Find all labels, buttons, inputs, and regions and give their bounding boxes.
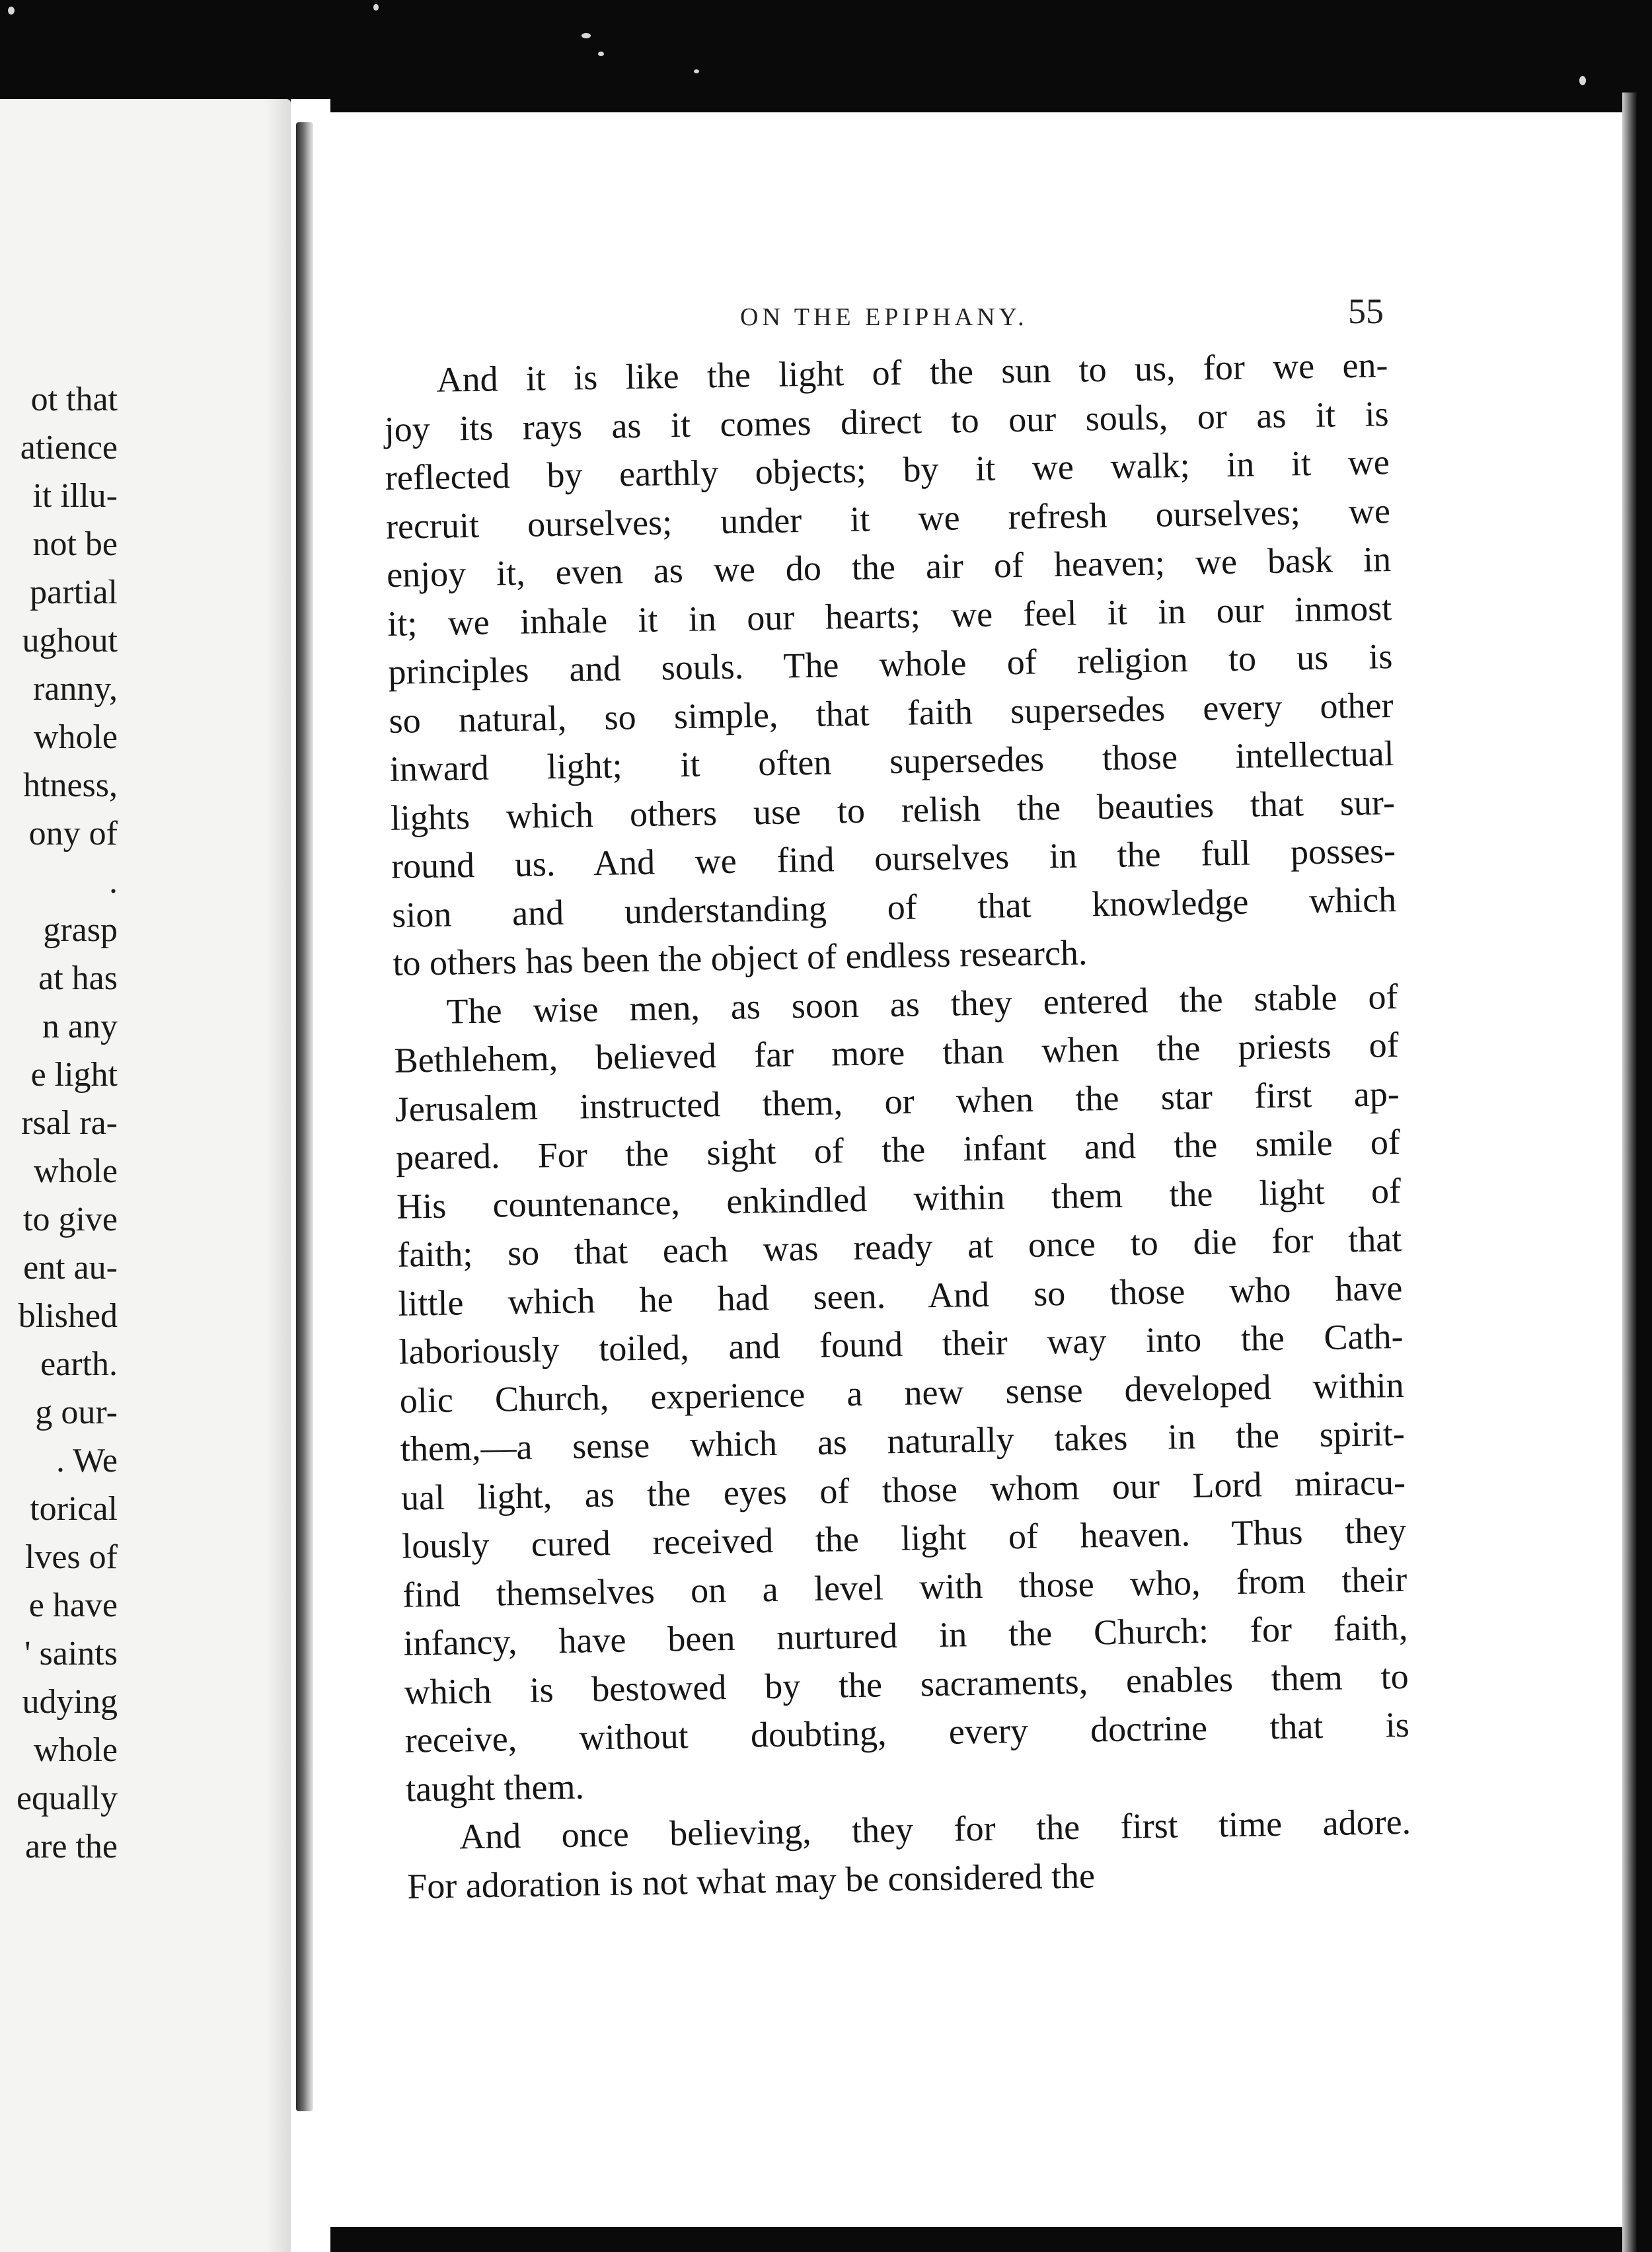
dust-speck — [373, 4, 379, 11]
text-line: laboriously toiled, and found their way into the Cath- — [398, 1316, 1404, 1372]
left-page-line: ony of — [28, 815, 118, 852]
left-page-line: . We — [56, 1442, 118, 1480]
text-line: round us. And we find ourselves in the full posses- — [391, 831, 1396, 886]
left-page-line: n any — [42, 1008, 118, 1045]
dust-speck — [694, 69, 699, 73]
text-line: peared. For the sight of the infant and the smile of — [395, 1121, 1401, 1178]
text-line: find themselves on a level with those who, from their — [402, 1559, 1408, 1615]
left-page-line: partial — [30, 574, 118, 611]
text-line: For adoration is not what may be considered the — [406, 1855, 1096, 1906]
text-line: joy its rays as it comes direct to our souls, or as it is — [384, 393, 1390, 449]
left-page-line: ranny, — [32, 670, 118, 708]
text-line: His countenance, enkindled within them the light of — [396, 1170, 1402, 1226]
dust-speck — [582, 33, 591, 38]
page-edge-shadow — [1622, 93, 1637, 2252]
text-line: recruit ourselves; under it we refresh ourselves; we — [385, 490, 1391, 546]
left-page-line: ot that — [30, 381, 118, 418]
left-page-line: torical — [30, 1490, 118, 1528]
text-line: which is bestowed by the sacraments, enables them to — [404, 1656, 1409, 1712]
text-line: faith; so that each was ready at once to die for that — [396, 1219, 1402, 1275]
text-line: reflected by earthly objects; by it we walk; in it we — [385, 442, 1390, 498]
left-page-text — [0, 99, 291, 2252]
text-line: infancy, have been nurtured in the Church: for faith, — [403, 1607, 1408, 1663]
left-page-line: e have — [28, 1587, 118, 1624]
left-page — [0, 99, 291, 2252]
text-line: enjoy it, even as we do the air of heaven; we bask in — [386, 539, 1392, 595]
text-line: taught them. — [405, 1766, 585, 1809]
text-line: And it is like the light of the sun to us, for we en- — [436, 345, 1388, 400]
left-page-line: earth. — [40, 1345, 118, 1383]
left-page-line: whole — [33, 1731, 118, 1769]
left-page-line: udying — [22, 1683, 118, 1721]
text-line: it; we inhale it in our hearts; we feel it in our inmost — [387, 587, 1392, 644]
text-line: little which he had seen. And so those who have — [398, 1267, 1403, 1324]
left-page-line: . — [109, 863, 118, 901]
left-page-line: whole — [33, 718, 118, 756]
text-line: them,—a sense which as naturally takes in the spirit- — [400, 1413, 1406, 1469]
left-page-line: e light — [30, 1056, 118, 1094]
left-page-line: equally — [16, 1780, 118, 1817]
paragraph — [406, 1798, 1412, 1911]
text-line: Bethlehem, believed far more than when the priests of — [394, 1024, 1400, 1080]
text-line: Jerusalem instructed them, or when the star first ap- — [394, 1073, 1400, 1129]
left-page-line: ent au- — [23, 1249, 118, 1287]
paragraph — [383, 341, 1398, 988]
left-page-line: rsal ra- — [21, 1104, 118, 1142]
text-line: principles and souls. The whole of religion to us is — [388, 636, 1393, 692]
running-head: ON THE EPIPHANY. — [740, 303, 1028, 331]
text-line: to others has been the object of endless research. — [392, 932, 1088, 983]
left-page-line: it illu- — [32, 477, 118, 515]
dust-speck — [598, 52, 604, 56]
left-page-line: at has — [38, 959, 118, 997]
body-text — [383, 341, 1412, 1911]
dust-speck — [1579, 76, 1586, 85]
paragraph — [393, 973, 1410, 1814]
page-number: 55 — [1348, 291, 1384, 331]
dust-speck — [8, 7, 15, 15]
text-line: ual light, as the eyes of those whom our Lord miracu- — [400, 1462, 1406, 1518]
text-line: And once believing, they for the first time adore. — [459, 1801, 1411, 1857]
text-line: sion and understanding of that knowledge which — [391, 879, 1397, 935]
left-page-line: htness, — [23, 767, 118, 804]
left-page-line: blished — [18, 1297, 118, 1335]
left-page-line: grasp — [43, 911, 118, 949]
left-page-line: ughout — [22, 622, 118, 659]
text-line: inward light; it often supersedes those intellectual — [389, 733, 1395, 789]
text-line: lously cured received the light of heaven. Thus they — [401, 1510, 1407, 1566]
gutter-shadow — [296, 122, 313, 2111]
left-page-line: not be — [32, 525, 118, 563]
text-line: lights which others use to relish the beauties that sur- — [390, 782, 1396, 838]
left-page-line: atience — [20, 429, 118, 467]
text-line: The wise men, as soon as they entered the stable of — [446, 976, 1398, 1032]
left-page-line: are the — [24, 1828, 118, 1865]
text-line: receive, without doubting, every doctrine that is — [404, 1704, 1410, 1760]
left-page-line: g our- — [35, 1394, 118, 1431]
text-line: olic Church, experience a new sense developed within — [399, 1365, 1405, 1421]
left-page-line: lves of — [24, 1538, 118, 1576]
text-line: so natural, so simple, that faith supersedes every other — [389, 685, 1394, 741]
left-page-line: to give — [23, 1201, 118, 1238]
left-page-line: ' saints — [24, 1635, 118, 1672]
left-page-line: whole — [33, 1152, 118, 1190]
